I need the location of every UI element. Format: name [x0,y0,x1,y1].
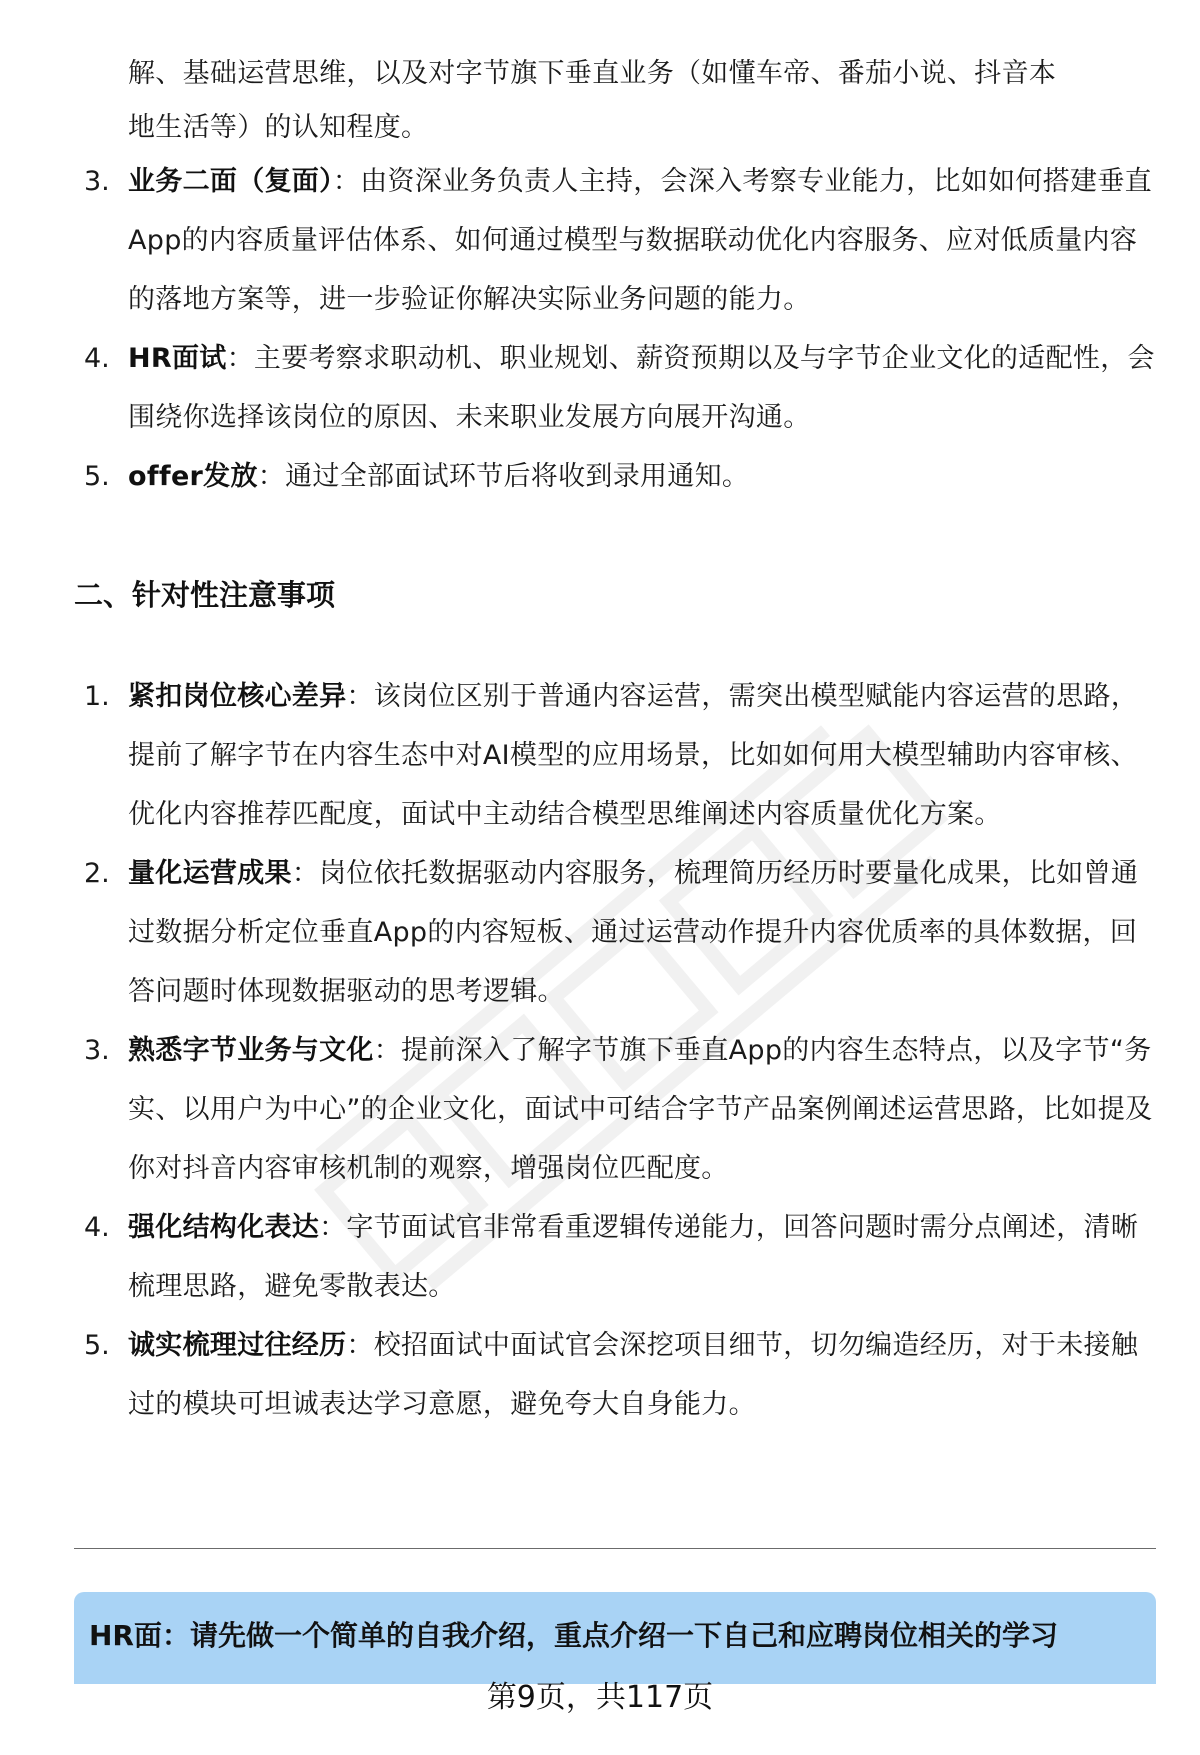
item-text: 通过全部面试环节后将收到录用通知。 [285,461,750,492]
item-body [128,152,1158,329]
item-title: HR面试 [128,343,227,374]
continuation-line-2: 地生活等）的认知程度。 [128,112,429,143]
item-number: 2. [84,858,110,889]
item-separator: ： [226,343,254,374]
item-text: 该岗位区别于普通内容运营，需突出模型赋能内容运营的思路，提前了解字节在内容生态中对AI模型的应用场景，比如如何用大模型辅助内容审核、优化内容推荐匹配度，面试中主动结合模型思维阐述内容质量优化方案。 [128,681,1139,830]
item-separator: ： [332,166,361,197]
item-body [128,1021,1158,1198]
item-text: 由资深业务负责人主持，会深入考察专业能力，比如如何搭建垂直App的内容质量评估体系、如何通过模型与数据联动优化内容服务、应对低质量内容的落地方案等，进一步验证你解决实际业务问题的能力。 [128,166,1152,315]
item-body [128,1316,1158,1434]
item-title: offer发放 [128,461,258,492]
item-separator: ： [346,681,374,712]
list-item [0,1316,1200,1434]
list-item [0,667,1200,844]
item-number: 3. [84,1035,110,1066]
item-number: 4. [84,1212,110,1243]
item-separator: ： [346,1330,374,1361]
item-separator: ： [319,1212,347,1243]
list-item [0,1021,1200,1198]
item-separator: ： [373,1035,402,1066]
item-text: 字节面试官非常看重逻辑传递能力，回答问题时需分点阐述，清晰梳理思路，避免零散表达。 [128,1212,1139,1302]
item-number: 4. [84,343,110,374]
item-body [128,447,1158,506]
list-item [0,447,1200,506]
item-title: 量化运营成果 [128,858,292,889]
item-number: 5. [84,461,110,492]
list-item [0,1198,1200,1316]
section-heading: 二、针对性注意事项 [74,578,336,612]
item-text: 主要考察求职动机、职业规划、薪资预期以及与字节企业文化的适配性，会围绕你选择该岗位的原因、未来职业发展方向展开沟通。 [128,343,1155,433]
hr-question-text: HR面：请先做一个简单的自我介绍，重点介绍一下自己和应聘岗位相关的学习 [89,1619,1058,1652]
item-body [128,1198,1158,1316]
hr-question-box [74,1592,1156,1684]
continuation-line-1: 解、基础运营思维，以及对字节旗下垂直业务（如懂车帝、番茄小说、抖音本 [128,58,1057,89]
item-separator: ： [257,461,286,492]
item-title: 业务二面（复面） [128,166,333,197]
tips-list [0,667,1200,1434]
item-number: 3. [84,166,110,197]
item-body [128,844,1158,1021]
item-title: 熟悉字节业务与文化 [128,1035,374,1066]
page-footer: 第9页，共117页 [486,1680,714,1715]
item-title: 强化结构化表达 [128,1212,320,1243]
list-item [0,329,1200,447]
item-text: 提前深入了解字节旗下垂直App的内容生态特点，以及字节“务实、以用户为中心”的企业文化，面试中可结合字节产品案例阐述运营思路，比如提及你对抖音内容审核机制的观察，增强岗位匹配度。 [128,1035,1153,1184]
item-title: 紧扣岗位核心差异 [128,681,347,712]
interview-process-list [0,152,1200,506]
horizontal-divider [74,1548,1156,1549]
list-item [0,844,1200,1021]
item-text: 岗位依托数据驱动内容服务，梳理简历经历时要量化成果，比如曾通过数据分析定位垂直App的内容短板、通过运营动作提升内容优质率的具体数据，回答问题时体现数据驱动的思考逻辑。 [128,858,1139,1007]
item-text: 校招面试中面试官会深挖项目细节，切勿编造经历，对于未接触过的模块可坦诚表达学习意愿，避免夸大自身能力。 [128,1330,1139,1420]
item-number: 5. [84,1330,110,1361]
item-number: 1. [84,681,110,712]
list-item [0,152,1200,329]
item-body [128,667,1158,844]
item-separator: ： [291,858,320,889]
item-body [128,329,1158,447]
item-title: 诚实梳理过往经历 [128,1330,347,1361]
